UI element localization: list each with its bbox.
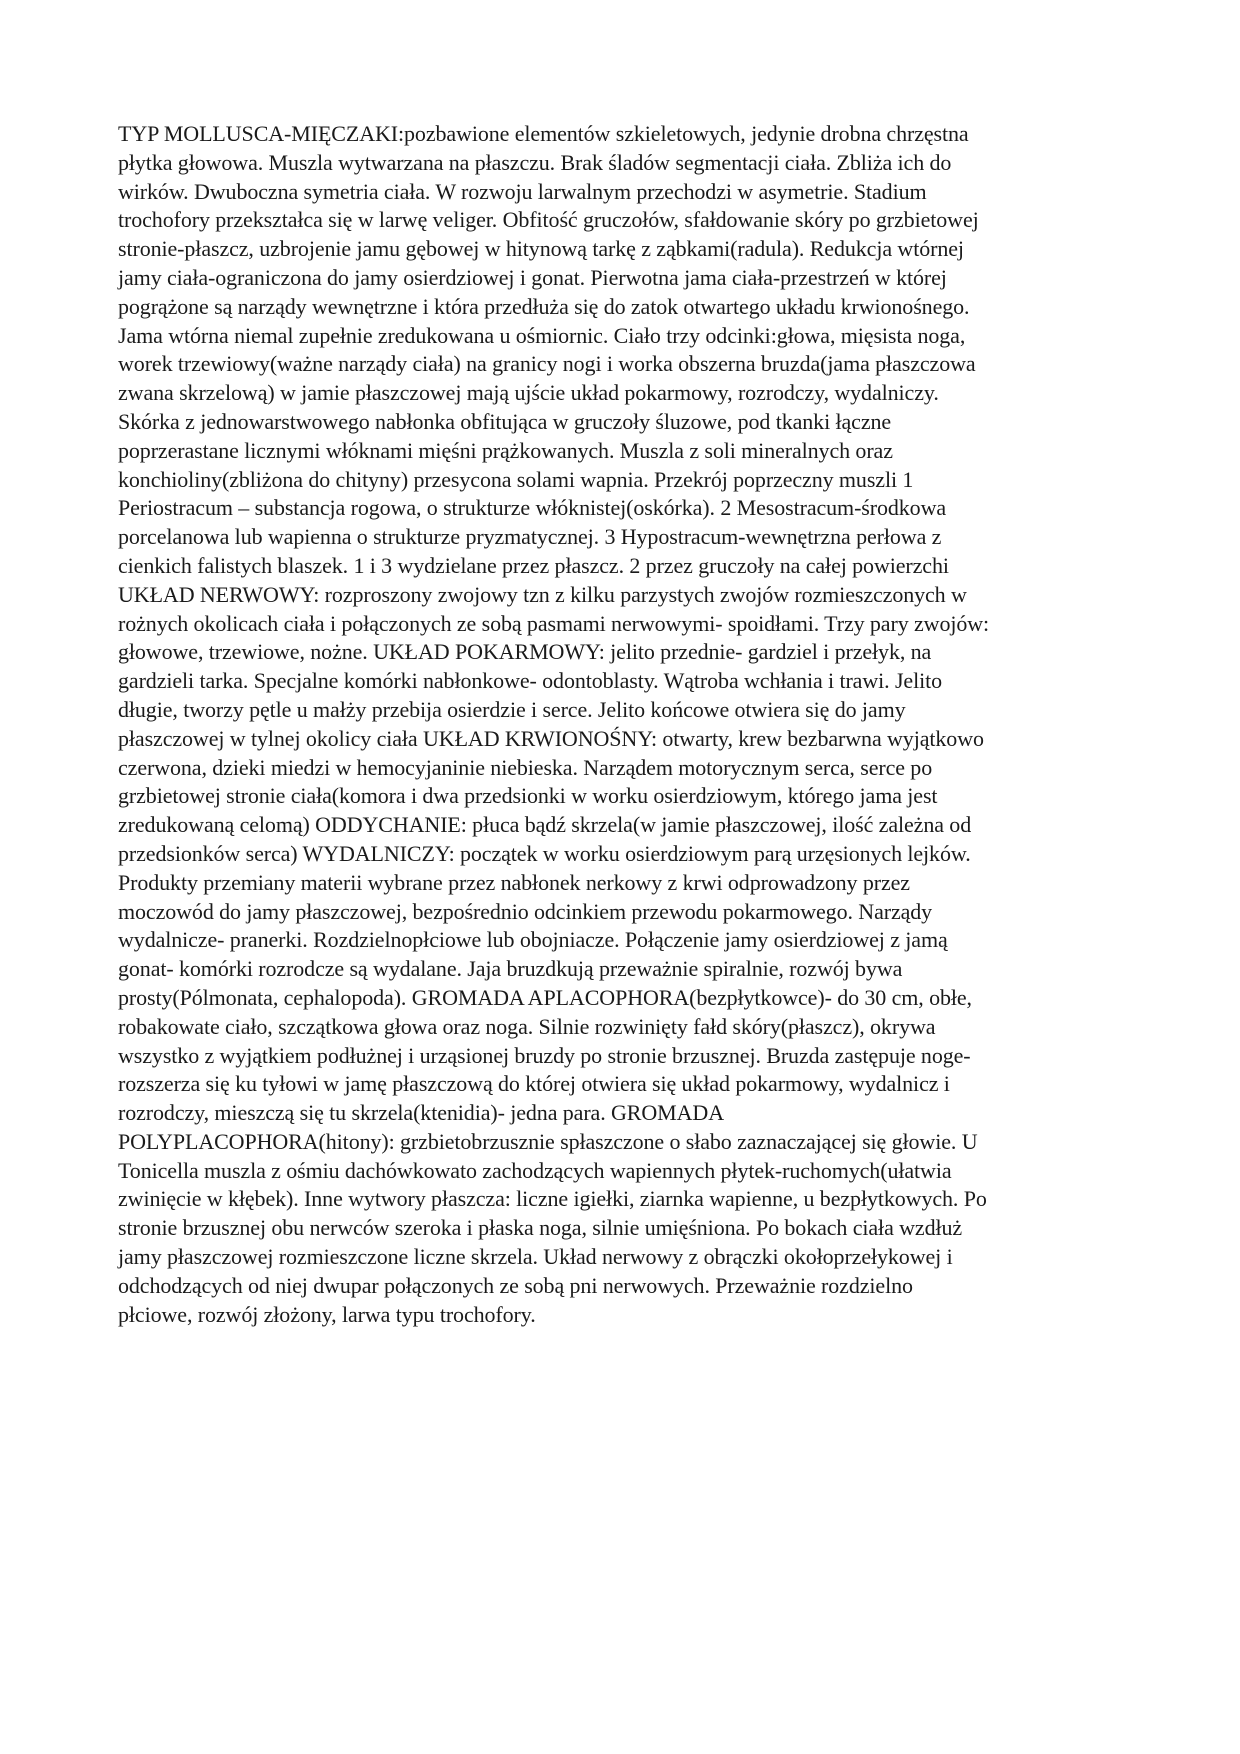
text-line: przedsionków serca) WYDALNICZY: początek w worku osierdziowym parą urzęsionych lejków. [118,840,971,866]
text-line: wirków. Dwuboczna symetria ciała. W rozwoju larwalnym przechodzi w asymetrie. Stadium [118,178,927,204]
text-line: POLYPLACOPHORA(hitony): grzbietobrzusznie spłaszczone o słabo zaznaczającej się głowie. U [118,1128,978,1154]
document-body [118,120,1128,1329]
text-line: płciowe, rozwój złożony, larwa typu trochofory. [118,1301,536,1327]
text-line: zredukowaną celomą) ODDYCHANIE: płuca bądź skrzela(w jamie płaszczowej, ilość zależna od [118,812,972,838]
text-line: UKŁAD NERWOWY: rozproszony zwojowy tzn z kilku parzystych zwojów rozmieszczonych w [118,581,967,607]
text-line: gonat- komórki rozrodcze są wydalane. Jaja bruzdkują przeważnie spiralnie, rozwój bywa [118,956,903,982]
text-line: poprzerastane licznymi włóknami mięśni prążkowanych. Muszla z soli mineralnych oraz [118,437,893,463]
text-line: czerwona, dzieki miedzi w hemocyjaninie niebieska. Narządem motorycznym serca, serce po [118,754,933,780]
text-line: robakowate ciało, szczątkowa głowa oraz noga. Silnie rozwinięty fałd skóry(płaszcz), okrywa [118,1013,936,1039]
text-line: rożnych okolicach ciała i połączonych ze sobą pasmami nerwowymi- spoidłami. Trzy pary zwojów: [118,610,990,636]
text-line: długie, tworzy pętle u małży przebija osierdzie i serce. Jelito końcowe otwiera się do jamy [118,696,906,722]
text-line: cienkich falistych blaszek. 1 i 3 wydzielane przez płaszcz. 2 przez gruczoły na całej powierzchi [118,552,949,578]
text-line: płaszczowej w tylnej okolicy ciała UKŁAD KRWIONOŚNY: otwarty, krew bezbarwna wyjątkowo [118,725,984,751]
text-line: konchioliny(zbliżona do chityny) przesycona solami wapnia. Przekrój poprzeczny muszli 1 [118,466,914,492]
text-line: TYP MOLLUSCA-MIĘCZAKI:pozbawione elementów szkieletowych, jedynie drobna chrzęstna [118,121,969,146]
text-line: jamy ciała-ograniczona do jamy osierdziowej i gonat. Pierwotna jama ciała-przestrzeń w której [118,264,947,290]
text-line: grzbietowej stronie ciała(komora i dwa przedsionki w worku osierdziowym, którego jama jest [118,783,938,809]
text-line: gardzieli tarka. Specjalne komórki nabłonkowe- odontoblasty. Wątroba wchłania i trawi. Jelito [118,668,943,694]
text-line: worek trzewiowy(ważne narządy ciała) na granicy nogi i worka obszerna bruzda(jama płaszczowa [118,351,976,377]
text-line: moczowód do jamy płaszczowej, bezpośrednio odcinkiem przewodu pokarmowego. Narządy [118,898,933,924]
text-line: Jama wtórna niemal zupełnie zredukowana u ośmiornic. Ciało trzy odcinki:głowa, mięsista noga, [118,322,966,348]
text-line: odchodzących od niej dwupar połączonych ze sobą pni nerwowych. Przeważnie rozdzielno [118,1272,913,1298]
text-line: zwana skrzelową) w jamie płaszczowej mają ujście układ pokarmowy, rozrodczy, wydalniczy. [118,380,939,406]
text-line: Produkty przemiany materii wybrane przez nabłonek nerkowy z krwi odprowadzony przez [118,869,910,895]
text-line: wydalnicze- pranerki. Rozdzielnopłciowe lub obojniacze. Połączenie jamy osierdziowej z jamą [118,927,948,953]
text-line: Periostracum – substancja rogowa, o strukturze włóknistej(oskórka). 2 Mesostracum-środkowa [118,495,947,521]
text-line: porcelanowa lub wapienna o strukturze pryzmatycznej. 3 Hypostracum-wewnętrzna perłowa z [118,524,942,550]
text-line: jamy płaszczowej rozmieszczone liczne skrzela. Układ nerwowy z obrączki okołoprzełykowej i [118,1244,953,1270]
text-line: rozszerza się ku tyłowi w jamę płaszczową do której otwiera się układ pokarmowy, wydalnicz i [118,1071,950,1097]
text-line: płytka głowowa. Muszla wytwarzana na płaszczu. Brak śladów segmentacji ciała. Zbliża ich do [118,149,952,175]
text-line: Skórka z jednowarstwowego nabłonka obfitująca w gruczoły śluzowe, pod tkanki łączne [118,408,892,434]
text-line: stronie-płaszcz, uzbrojenie jamu gębowej w hitynową tarkę z ząbkami(radula). Redukcja wtórnej [118,236,964,262]
text-line: prosty(Pólmonata, cephalopoda). GROMADA APLACOPHORA(bezpłytkowce)- do 30 cm, obłe, [118,984,972,1010]
text-line: wszystko z wyjątkiem podłużnej i urząsionej bruzdy po stronie brzusznej. Bruzda zastępuje noge- [118,1042,971,1068]
text-line: głowowe, trzewiowe, nożne. UKŁAD POKARMOWY: jelito przednie- gardziel i przełyk, na [118,639,932,665]
text-line: rozrodczy, mieszczą się tu skrzela(ktenidia)- jedna para. GROMADA [118,1100,724,1126]
text-line: pogrążone są narządy wewnętrzne i która przedłuża się do zatok otwartego układu krwionośnego. [118,293,970,319]
text-line: stronie brzusznej obu nerwców szeroka i płaska noga, silnie umięśniona. Po bokach ciała wzdłuż [118,1215,963,1241]
text-line: trochofory przekształca się w larwę veliger. Obfitość gruczołów, sfałdowanie skóry po grzbietowej [118,207,979,233]
text-line: zwinięcie w kłębek). Inne wytwory płaszcza: liczne igiełki, ziarnka wapienne, u bezpłytkowych. Po [118,1186,987,1212]
text-line: Tonicella muszla z ośmiu dachówkowato zachodzących wapiennych płytek-ruchomych(ułatwia [118,1157,952,1183]
